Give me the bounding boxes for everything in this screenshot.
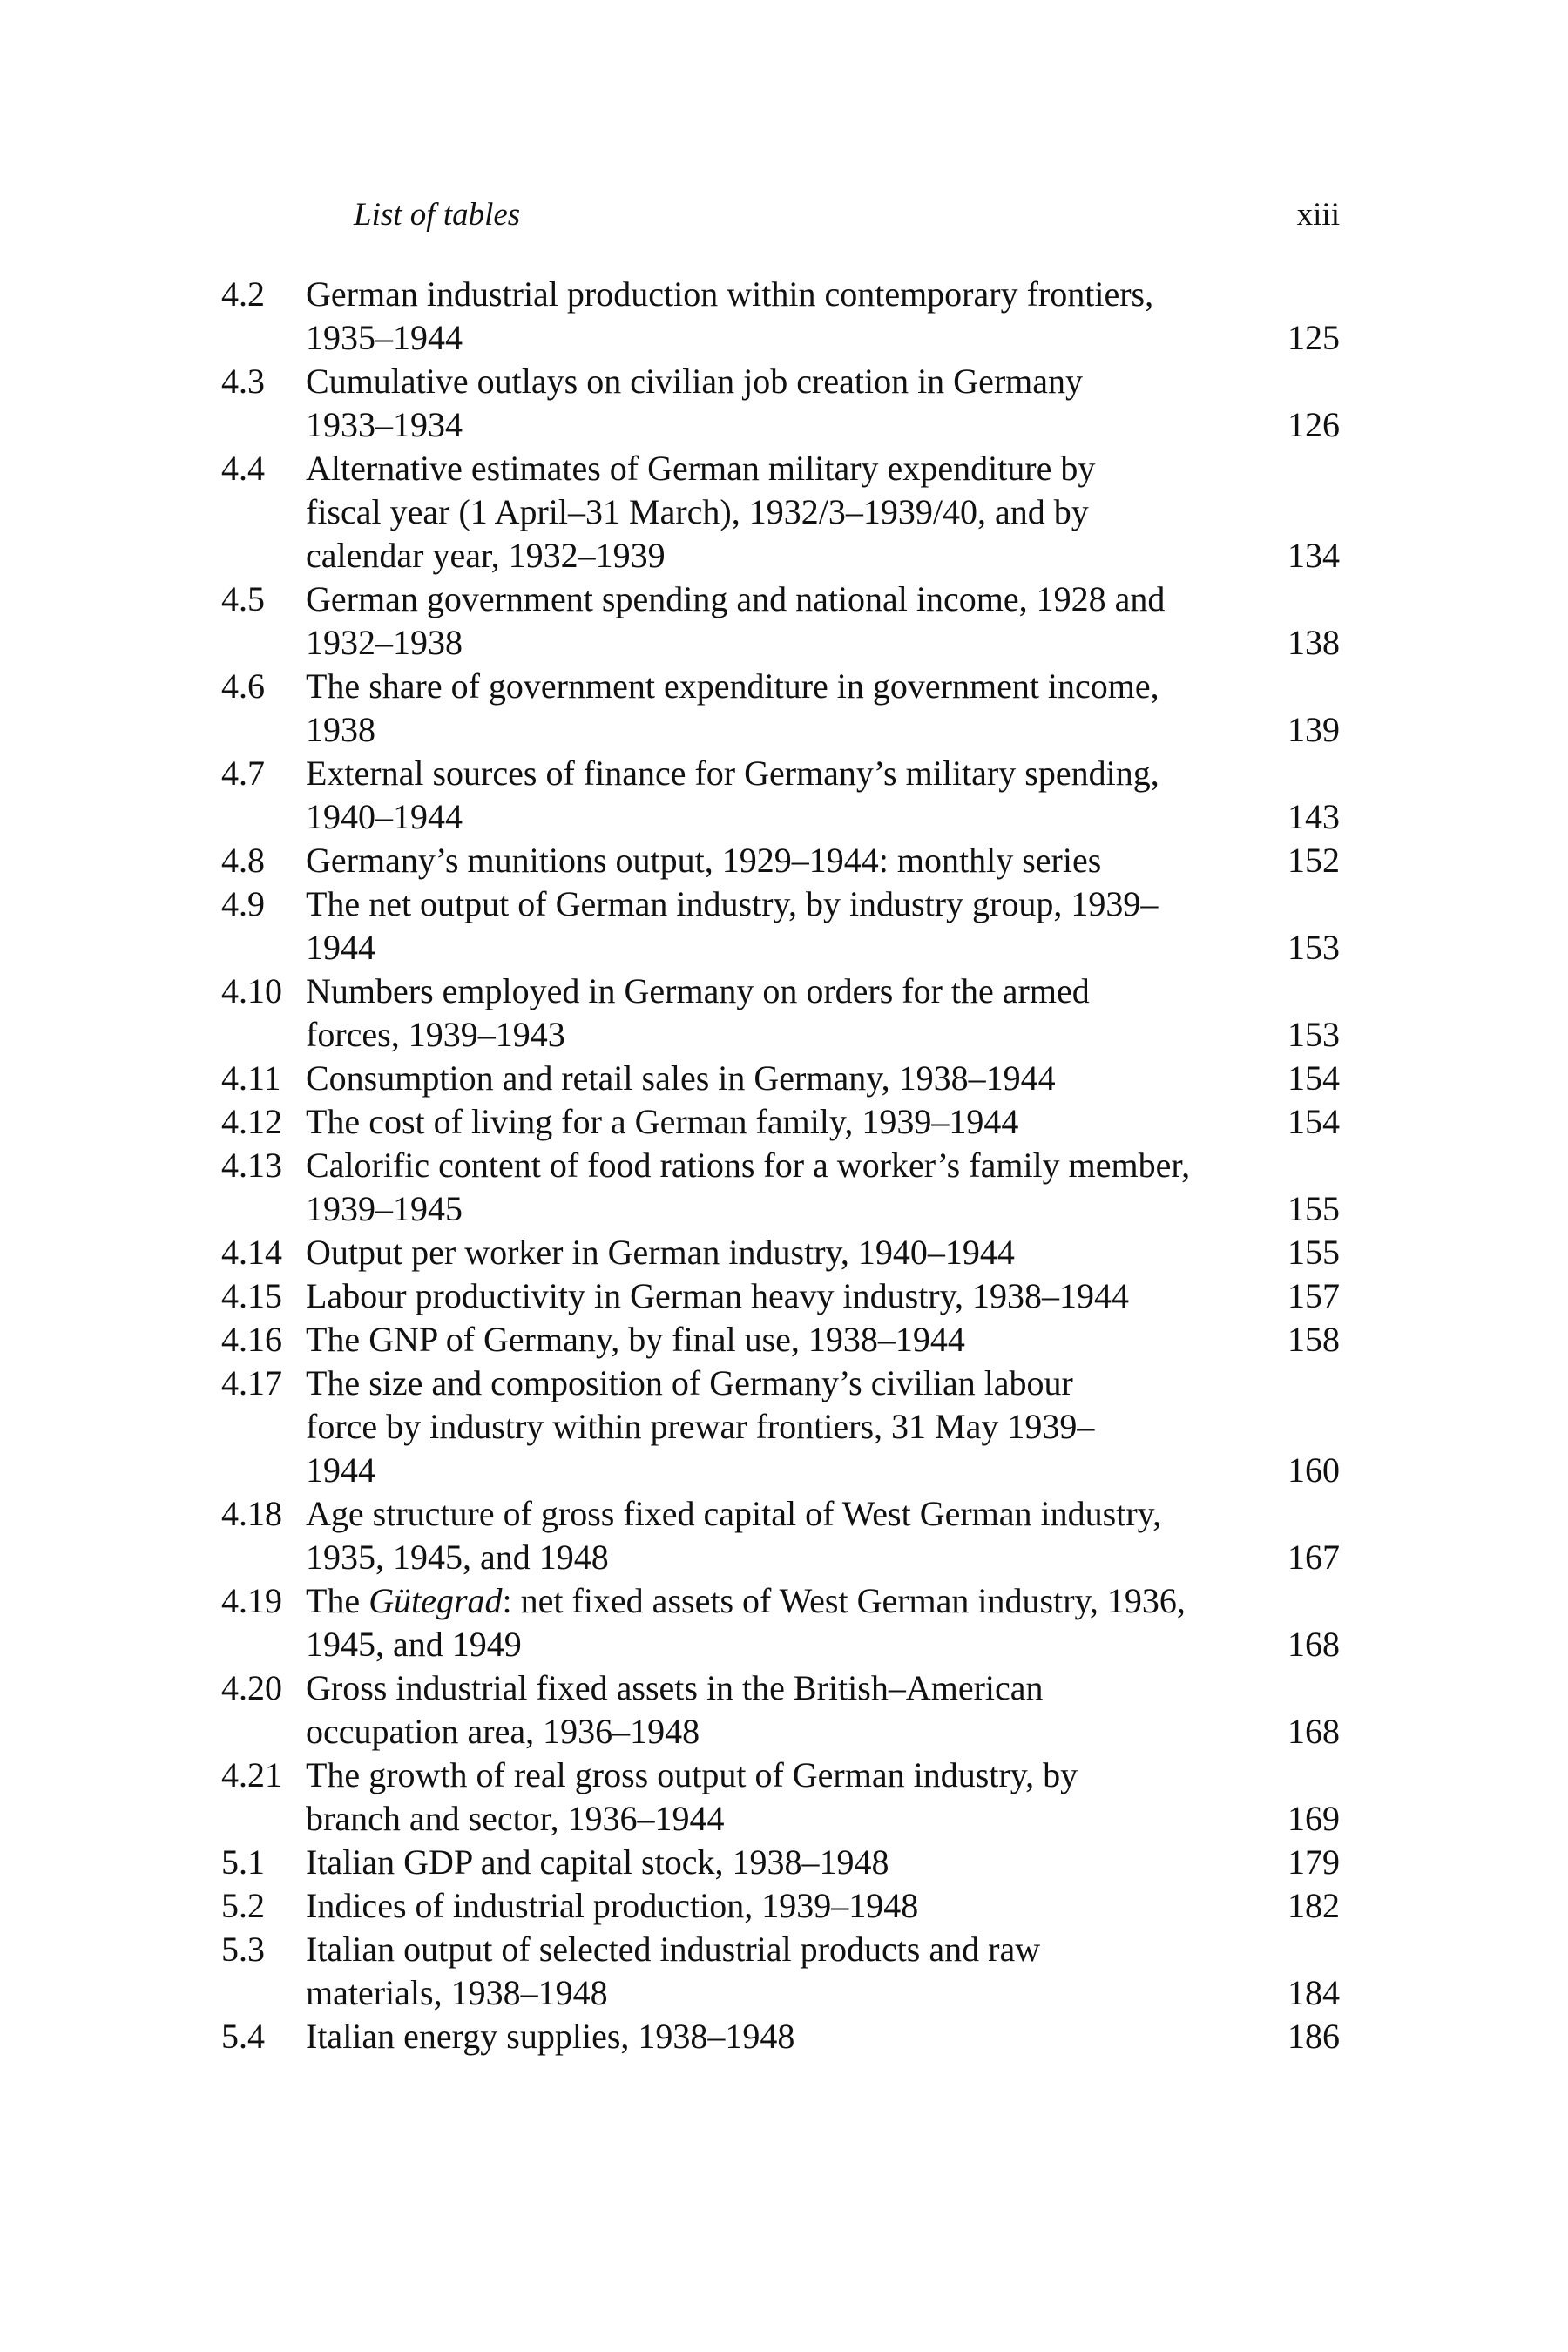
table-entry[interactable] [221,1884,1340,1928]
entry-line [221,1013,1340,1057]
running-head [354,193,1340,237]
table-entry[interactable] [221,1754,1340,1841]
table-title-line: External sources of finance for Germany’s military spending, [306,754,1159,793]
table-entry[interactable] [221,1841,1340,1884]
entry-line [221,273,1340,316]
entry-line [221,1405,1340,1449]
table-number: 4.21 [221,1755,282,1794]
table-title-line: 1935, 1945, and 1948 [306,1538,609,1577]
entry-line [221,1928,1340,1971]
table-number: 4.12 [221,1102,282,1141]
table-number: 4.19 [221,1581,282,1620]
entry-line [221,708,1340,752]
table-title-line: Germany’s munitions output, 1929–1944: monthly series [306,841,1102,880]
entry-line [221,1144,1340,1187]
table-number: 5.1 [221,1842,265,1882]
table-entry[interactable] [221,1362,1340,1492]
entry-line [221,839,1340,882]
table-number: 4.3 [221,362,265,401]
page-number: 125 [1288,318,1340,357]
page-number: 143 [1288,797,1340,836]
page-number: 155 [1288,1189,1340,1228]
page-number: 138 [1288,623,1340,662]
table-number: 4.10 [221,971,282,1010]
page-number: 126 [1288,405,1340,444]
table-entry[interactable] [221,1318,1340,1362]
table-title-line: Numbers employed in Germany on orders for the armed [306,971,1090,1010]
table-entry[interactable] [221,752,1340,839]
table-number: 4.13 [221,1146,282,1185]
page-number: 160 [1288,1450,1340,1490]
table-title-line: Cumulative outlays on civilian job creation in Germany [306,362,1084,401]
entry-line [221,621,1340,665]
table-entry[interactable] [221,1579,1340,1666]
entry-line [221,752,1340,795]
page-number: 179 [1288,1842,1340,1882]
title-segment: The [306,1581,369,1620]
table-number: 4.9 [221,884,265,923]
table-title-line: The GNP of Germany, by final use, 1938–1944 [306,1320,965,1359]
page-number: 167 [1288,1538,1340,1577]
table-title-line [306,1579,1186,1623]
table-title-line: branch and sector, 1936–1944 [306,1799,725,1838]
page-number: 154 [1288,1102,1340,1141]
page-number: 155 [1288,1233,1340,1272]
table-title-line: 1945, and 1949 [306,1625,522,1664]
table-title-line: force by industry within prewar frontiers, 31 May 1939– [306,1407,1095,1446]
table-entry[interactable] [221,360,1340,447]
entry-line [221,1187,1340,1231]
entry-line [221,1362,1340,1405]
entry-line [221,1231,1340,1274]
table-number: 4.14 [221,1233,282,1272]
entry-line [221,1100,1340,1144]
table-entry[interactable] [221,665,1340,752]
entry-line [221,926,1340,970]
entry-line [221,2015,1340,2058]
table-number: 4.16 [221,1320,282,1359]
table-number: 4.17 [221,1363,282,1402]
table-entry[interactable] [221,2015,1340,2058]
entry-line [221,360,1340,403]
table-number: 4.6 [221,666,265,706]
entry-line [221,1841,1340,1884]
entry-line [221,1492,1340,1536]
table-number: 5.3 [221,1930,265,1969]
table-entry[interactable] [221,882,1340,970]
table-entry[interactable] [221,273,1340,360]
table-title-line: Italian GDP and capital stock, 1938–1948 [306,1842,889,1882]
table-title-line: Labour productivity in German heavy industry, 1938–1944 [306,1276,1129,1315]
table-entry[interactable] [221,1144,1340,1231]
running-head-title: List of tables [354,197,521,233]
table-entry[interactable] [221,1666,1340,1754]
entry-line [221,316,1340,360]
entry-line [221,1666,1340,1710]
page-folio: xiii [1296,197,1340,233]
table-number: 4.4 [221,449,265,488]
entry-line [221,1797,1340,1841]
table-number: 4.7 [221,754,265,793]
entry-line [221,1274,1340,1318]
table-title-line: 1933–1934 [306,405,463,444]
table-title-line: Gross industrial fixed assets in the British–American [306,1668,1044,1707]
page-number: 168 [1288,1712,1340,1751]
entry-line [221,578,1340,621]
table-title-line: 1944 [306,928,375,967]
table-title-line: 1938 [306,710,375,749]
page-number: 186 [1288,2017,1340,2056]
page-number: 184 [1288,1973,1340,2012]
table-entry[interactable] [221,1928,1340,2015]
table-entry[interactable] [221,447,1340,578]
table-entry[interactable] [221,1057,1340,1100]
entry-line [221,665,1340,708]
entry-line [221,1449,1340,1492]
table-title-line: German industrial production within contemporary frontiers, [306,274,1154,314]
entry-line [221,1579,1340,1623]
entry-line [221,1623,1340,1666]
page-number: 158 [1288,1320,1340,1359]
table-title-line: German government spending and national income, 1928 and [306,579,1166,618]
entry-line [221,403,1340,447]
entry-line [221,1318,1340,1362]
table-title-line: calendar year, 1932–1939 [306,536,666,575]
entry-line [221,1057,1340,1100]
table-number: 4.8 [221,841,265,880]
entry-line [221,1884,1340,1928]
page-number: 157 [1288,1276,1340,1315]
entry-line [221,795,1340,839]
entry-line [221,1754,1340,1797]
table-entry[interactable] [221,1492,1340,1579]
table-entry[interactable] [221,1231,1340,1274]
title-segment: : net fixed assets of West German industry, 1936, [502,1581,1186,1620]
table-title-line: occupation area, 1936–1948 [306,1712,700,1751]
table-title-line: 1940–1944 [306,797,463,836]
table-number: 4.20 [221,1668,282,1707]
table-title-line: The share of government expenditure in government income, [306,666,1159,706]
entry-line [221,1710,1340,1754]
italic-term: Gütegrad [368,1581,503,1620]
table-entry[interactable] [221,578,1340,665]
list-of-tables [221,273,1340,2058]
table-entry[interactable] [221,1100,1340,1144]
table-entry[interactable] [221,839,1340,882]
table-title-line: Alternative estimates of German military expenditure by [306,449,1096,488]
table-title-line: Output per worker in German industry, 1940–1944 [306,1233,1015,1272]
page-number: 154 [1288,1058,1340,1098]
table-number: 4.11 [221,1058,281,1098]
table-number: 4.15 [221,1276,282,1315]
table-number: 4.2 [221,274,265,314]
entry-line [221,534,1340,578]
table-title-line: Consumption and retail sales in Germany, 1938–1944 [306,1058,1056,1098]
table-number: 5.2 [221,1886,265,1925]
table-entry[interactable] [221,970,1340,1057]
entry-line [221,447,1340,490]
table-title-line: Age structure of gross fixed capital of West German industry, [306,1494,1162,1533]
table-title-line: forces, 1939–1943 [306,1015,565,1054]
entry-line [221,882,1340,926]
page-number: 168 [1288,1625,1340,1664]
table-title-line: Italian energy supplies, 1938–1948 [306,2017,795,2056]
page-number: 153 [1288,928,1340,967]
entry-line [221,1971,1340,2015]
table-title-line: 1939–1945 [306,1189,463,1228]
page-number: 169 [1288,1799,1340,1838]
table-title-line: The net output of German industry, by industry group, 1939– [306,884,1159,923]
table-title-line: Italian output of selected industrial products and raw [306,1930,1041,1969]
page-number: 152 [1288,841,1340,880]
page-number: 134 [1288,536,1340,575]
table-number: 5.4 [221,2017,265,2056]
entry-line [221,1536,1340,1579]
table-title-line: Calorific content of food rations for a worker’s family member, [306,1146,1191,1185]
table-title-line: 1932–1938 [306,623,463,662]
table-title-line: 1935–1944 [306,318,463,357]
table-title-line: Indices of industrial production, 1939–1948 [306,1886,919,1925]
table-title-line: The cost of living for a German family, 1939–1944 [306,1102,1019,1141]
table-title-line: 1944 [306,1450,375,1490]
table-title-line: fiscal year (1 April–31 March), 1932/3–1939/40, and by [306,492,1089,531]
table-title-line: The size and composition of Germany’s civilian labour [306,1363,1073,1402]
entry-line [221,490,1340,534]
table-entry[interactable] [221,1274,1340,1318]
page-number: 139 [1288,710,1340,749]
entry-line [221,970,1340,1013]
table-title-line: The growth of real gross output of German industry, by [306,1755,1078,1794]
page-number: 182 [1288,1886,1340,1925]
table-title-line: materials, 1938–1948 [306,1973,608,2012]
table-number: 4.18 [221,1494,282,1533]
table-number: 4.5 [221,579,265,618]
page-number: 153 [1288,1015,1340,1054]
